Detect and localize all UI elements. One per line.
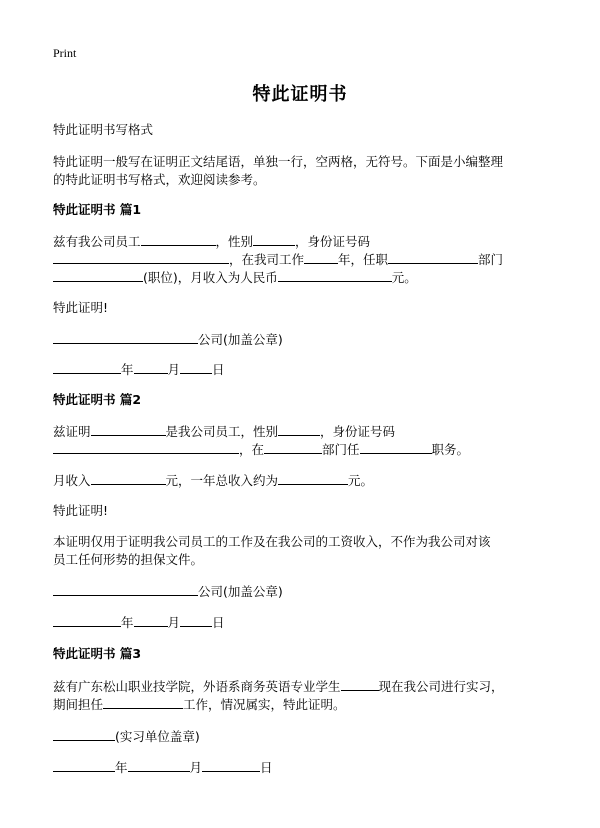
print-link[interactable]: Print xyxy=(53,46,77,60)
text: 公司(加盖公章) xyxy=(198,584,283,599)
text: ，身份证号码 xyxy=(320,424,396,439)
blank-field xyxy=(53,251,229,264)
text: 月 xyxy=(189,760,203,775)
section-2-heading: 特此证明书 篇2 xyxy=(53,392,142,407)
text: ，性别 xyxy=(215,234,254,249)
s2-line-2 xyxy=(53,441,469,458)
s1-cert: 特此证明! xyxy=(53,300,109,315)
blank-field xyxy=(134,361,168,374)
text: ，在 xyxy=(239,442,265,457)
text: 兹证明 xyxy=(53,424,91,439)
text: 年 xyxy=(121,362,134,377)
blank-field xyxy=(53,583,198,596)
text: 元。 xyxy=(391,270,417,285)
blank-field xyxy=(180,361,212,374)
blank-field xyxy=(180,614,212,627)
s2-para-2: 员工任何形势的担保文件。 xyxy=(53,552,204,567)
s2-date-line xyxy=(53,614,225,631)
blank-field xyxy=(264,441,322,454)
s2-line-1 xyxy=(53,423,395,440)
text: 日 xyxy=(212,615,225,630)
text: 部门 xyxy=(478,252,504,267)
blank-field xyxy=(134,614,168,627)
text: 年，任职 xyxy=(338,252,389,267)
text: 工作，情况属实，特此证明。 xyxy=(183,697,346,712)
blank-field xyxy=(103,696,183,709)
intro-line-2: 的特此证明书写格式，欢迎阅读参考。 xyxy=(53,172,266,187)
text: 月 xyxy=(167,615,181,630)
blank-field xyxy=(278,423,320,436)
text: 兹有我公司员工 xyxy=(53,234,141,249)
text: 年 xyxy=(121,615,134,630)
s1-line-1 xyxy=(53,233,370,250)
text: 现在我公司进行实习， xyxy=(378,679,504,694)
text: 部门任 xyxy=(322,442,360,457)
text: 期间担任 xyxy=(53,697,104,712)
blank-field xyxy=(53,331,198,344)
text: 年 xyxy=(115,760,128,775)
s1-seal-line xyxy=(53,331,283,348)
blank-field xyxy=(128,759,190,772)
s3-seal-line xyxy=(53,728,200,745)
s1-line-2 xyxy=(53,251,503,268)
blank-field xyxy=(53,361,121,374)
text: 职务。 xyxy=(431,442,470,457)
s1-line-3 xyxy=(53,269,417,286)
text: 月 xyxy=(167,362,181,377)
blank-field xyxy=(304,251,338,264)
blank-field xyxy=(53,728,115,741)
blank-field xyxy=(91,423,166,436)
s2-seal-line xyxy=(53,583,283,600)
text: 元。 xyxy=(348,473,374,488)
subtitle: 特此证明书写格式 xyxy=(53,122,154,137)
blank-field xyxy=(341,678,379,691)
blank-field xyxy=(278,269,392,282)
text: 是我公司员工，性别 xyxy=(165,424,279,439)
blank-field xyxy=(53,614,121,627)
blank-field xyxy=(278,472,348,485)
text: 日 xyxy=(260,760,273,775)
blank-field xyxy=(360,441,432,454)
text: 元，一年总收入约为 xyxy=(165,473,279,488)
blank-field xyxy=(53,269,143,282)
blank-field xyxy=(141,233,216,246)
s3-line-1 xyxy=(53,678,504,695)
s2-para-1: 本证明仅用于证明我公司员工的工作及在我公司的工资收入，不作为我公司对该 xyxy=(53,534,491,549)
blank-field xyxy=(388,251,478,264)
text: ，在我司工作 xyxy=(229,252,305,267)
s1-date-line xyxy=(53,361,225,378)
blank-field xyxy=(202,759,260,772)
s3-date-line xyxy=(53,759,273,776)
text: (实习单位盖章) xyxy=(115,729,200,744)
text: ，身份证号码 xyxy=(295,234,371,249)
blank-field xyxy=(253,233,295,246)
section-1-heading: 特此证明书 篇1 xyxy=(53,202,142,217)
s2-line-3 xyxy=(53,472,373,489)
blank-field xyxy=(53,441,239,454)
section-3-heading: 特此证明书 篇3 xyxy=(53,646,142,661)
blank-field xyxy=(53,759,115,772)
s2-cert: 特此证明! xyxy=(53,503,109,518)
s3-line-2 xyxy=(53,696,346,713)
text: (职位)，月收入为人民币 xyxy=(143,270,278,285)
intro-line-1: 特此证明一般写在证明正文结尾语，单独一行，空两格，无符号。下面是小编整理 xyxy=(53,154,504,169)
page-title: 特此证明书 xyxy=(252,84,348,105)
text: 月收入 xyxy=(53,473,91,488)
text: 公司(加盖公章) xyxy=(198,332,283,347)
text: 日 xyxy=(212,362,225,377)
blank-field xyxy=(91,472,166,485)
text: 兹有广东松山职业技学院，外语系商务英语专业学生 xyxy=(53,679,341,694)
